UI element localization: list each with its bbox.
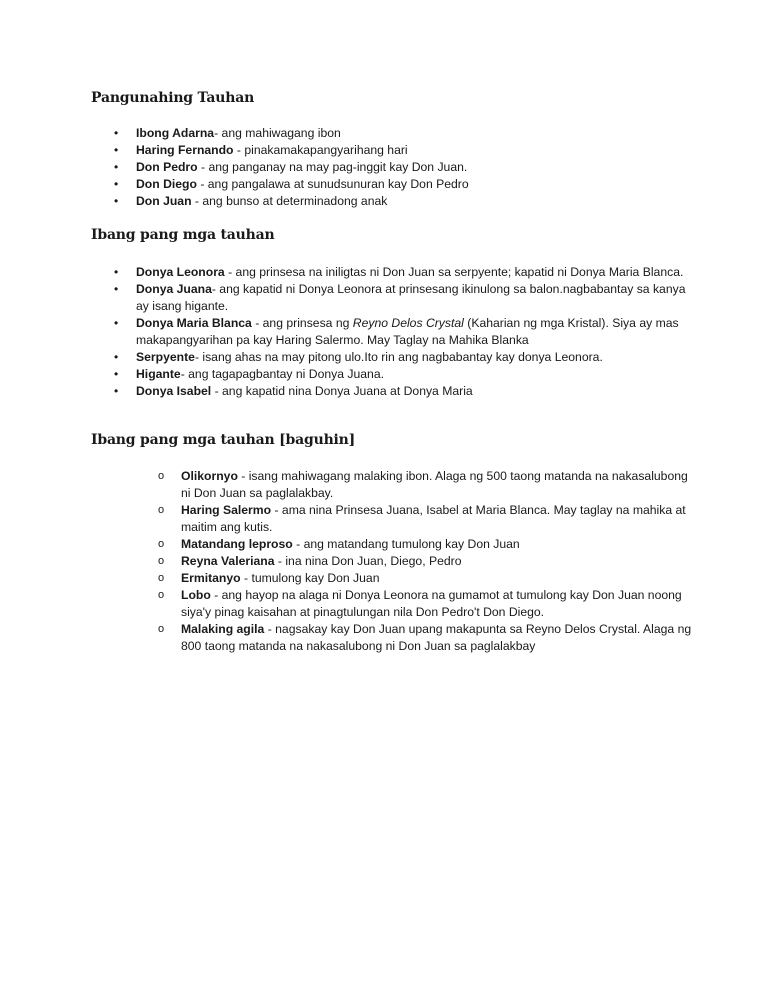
list-item xyxy=(114,281,696,315)
character-description: - ang mahiwagang ibon xyxy=(214,126,341,140)
character-description: - ama nina Prinsesa Juana, Isabel at Maria Blanca. May taglay na mahika at maitim ang kutis. xyxy=(181,503,686,534)
other-characters-list xyxy=(114,264,696,400)
list-item xyxy=(158,553,696,570)
list-item xyxy=(114,176,696,193)
character-name: Donya Isabel xyxy=(136,384,212,398)
character-name: Matandang leproso xyxy=(181,537,293,551)
character-description: - ang bunso at determinadong anak xyxy=(191,194,388,208)
bullet-icon: • xyxy=(114,194,119,208)
list-item xyxy=(158,502,696,536)
character-description: - isang ahas na may pitong ulo.Ito rin ang nagbabantay kay donya Leonora. xyxy=(194,350,603,364)
character-description: - pinakamakapangyarihang hari xyxy=(233,143,408,157)
list-item xyxy=(114,366,696,383)
character-description: - ang prinsesa ng xyxy=(251,316,353,330)
character-description: - ang tagapagbantay ni Donya Juana. xyxy=(180,367,384,381)
character-name: Ibong Adarna xyxy=(136,126,215,140)
bullet-icon: • xyxy=(114,177,119,191)
circle-bullet-icon: o xyxy=(158,589,165,601)
heading-pangunahing-tauhan: Pangunahing Tauhan xyxy=(91,90,255,106)
list-item xyxy=(158,536,696,553)
list-item xyxy=(114,125,696,142)
character-name: Don Juan xyxy=(136,194,192,208)
heading-ibang-tauhan: Ibang pang mga tauhan xyxy=(91,227,275,243)
bullet-icon: • xyxy=(114,384,119,398)
circle-bullet-icon: o xyxy=(158,470,165,482)
list-item xyxy=(114,315,696,349)
bullet-icon: • xyxy=(114,316,119,330)
list-item xyxy=(114,349,696,366)
character-description: - ang hayop na alaga ni Donya Leonora na gumamot at tumulong kay Don Juan noong siya'y pinag kaisahan at pinagtulungan nila Don Pedro't Don Diego. xyxy=(181,588,682,619)
character-name: Haring Salermo xyxy=(181,503,272,517)
character-name: Serpyente xyxy=(136,350,195,364)
character-name: Ermitanyo xyxy=(181,571,241,585)
character-name: Haring Fernando xyxy=(136,143,234,157)
character-description: - isang mahiwagang malaking ibon. Alaga ng 500 taong matanda na nakasalubong ni Don Juan sa paglalakbay. xyxy=(181,469,688,500)
circle-bullet-icon: o xyxy=(158,623,165,635)
character-description: - ang matandang tumulong kay Don Juan xyxy=(292,537,520,551)
main-characters-list xyxy=(114,125,696,210)
list-item xyxy=(114,142,696,159)
character-description: - ina nina Don Juan, Diego, Pedro xyxy=(274,554,462,568)
heading-ibang-tauhan-baguhin: Ibang pang mga tauhan [baguhin] xyxy=(91,432,356,448)
bullet-icon: • xyxy=(114,367,119,381)
list-item xyxy=(158,621,696,655)
list-item xyxy=(114,383,696,400)
bullet-icon: • xyxy=(114,160,119,174)
character-name: Lobo xyxy=(181,588,211,602)
circle-bullet-icon: o xyxy=(158,504,165,516)
character-name: Don Diego xyxy=(136,177,197,191)
character-description: - ang panganay na may pag-inggit kay Don Juan. xyxy=(197,160,468,174)
circle-bullet-icon: o xyxy=(158,572,165,584)
character-name: Olikornyo xyxy=(181,469,238,483)
character-name: Donya Leonora xyxy=(136,265,225,279)
character-name: Donya Juana xyxy=(136,282,212,296)
character-name: Donya Maria Blanca xyxy=(136,316,252,330)
character-description: - ang kapatid ni Donya Leonora at prinsesang ikinulong sa balon.nagbabantay sa kanya ay isang higante. xyxy=(136,282,686,313)
character-description: - ang kapatid nina Donya Juana at Donya Maria xyxy=(211,384,473,398)
list-item xyxy=(114,193,696,210)
list-item xyxy=(158,570,696,587)
character-description: - ang pangalawa at sunudsunuran kay Don Pedro xyxy=(196,177,469,191)
bullet-icon: • xyxy=(114,126,119,140)
list-item xyxy=(114,264,696,281)
kingdom-name: Reyno Delos Crystal xyxy=(352,316,464,330)
circle-bullet-icon: o xyxy=(158,555,165,567)
list-item xyxy=(158,468,696,502)
list-item xyxy=(114,159,696,176)
character-description: - ang prinsesa na iniligtas ni Don Juan sa serpyente; kapatid ni Donya Maria Blanca. xyxy=(224,265,684,279)
bullet-icon: • xyxy=(114,282,119,296)
character-name: Malaking agila xyxy=(181,622,265,636)
bullet-icon: • xyxy=(114,350,119,364)
character-name: Don Pedro xyxy=(136,160,198,174)
bullet-icon: • xyxy=(114,265,119,279)
character-description: - tumulong kay Don Juan xyxy=(240,571,380,585)
other-characters-sublist xyxy=(158,468,696,655)
character-name: Higante xyxy=(136,367,181,381)
character-description: - nagsakay kay Don Juan upang makapunta sa Reyno Delos Crystal. Alaga ng 800 taong matanda na nakasalubong ni Don Juan sa paglalakbay xyxy=(181,622,692,653)
circle-bullet-icon: o xyxy=(158,538,165,550)
list-item xyxy=(158,587,696,621)
character-name: Reyna Valeriana xyxy=(181,554,275,568)
character-description-cont: (Kaharian ng mga Kristal). Siya ay mas makapangyarihan pa kay Haring Salermo. May Taglay na Mahika Blanka xyxy=(136,316,679,347)
bullet-icon: • xyxy=(114,143,119,157)
